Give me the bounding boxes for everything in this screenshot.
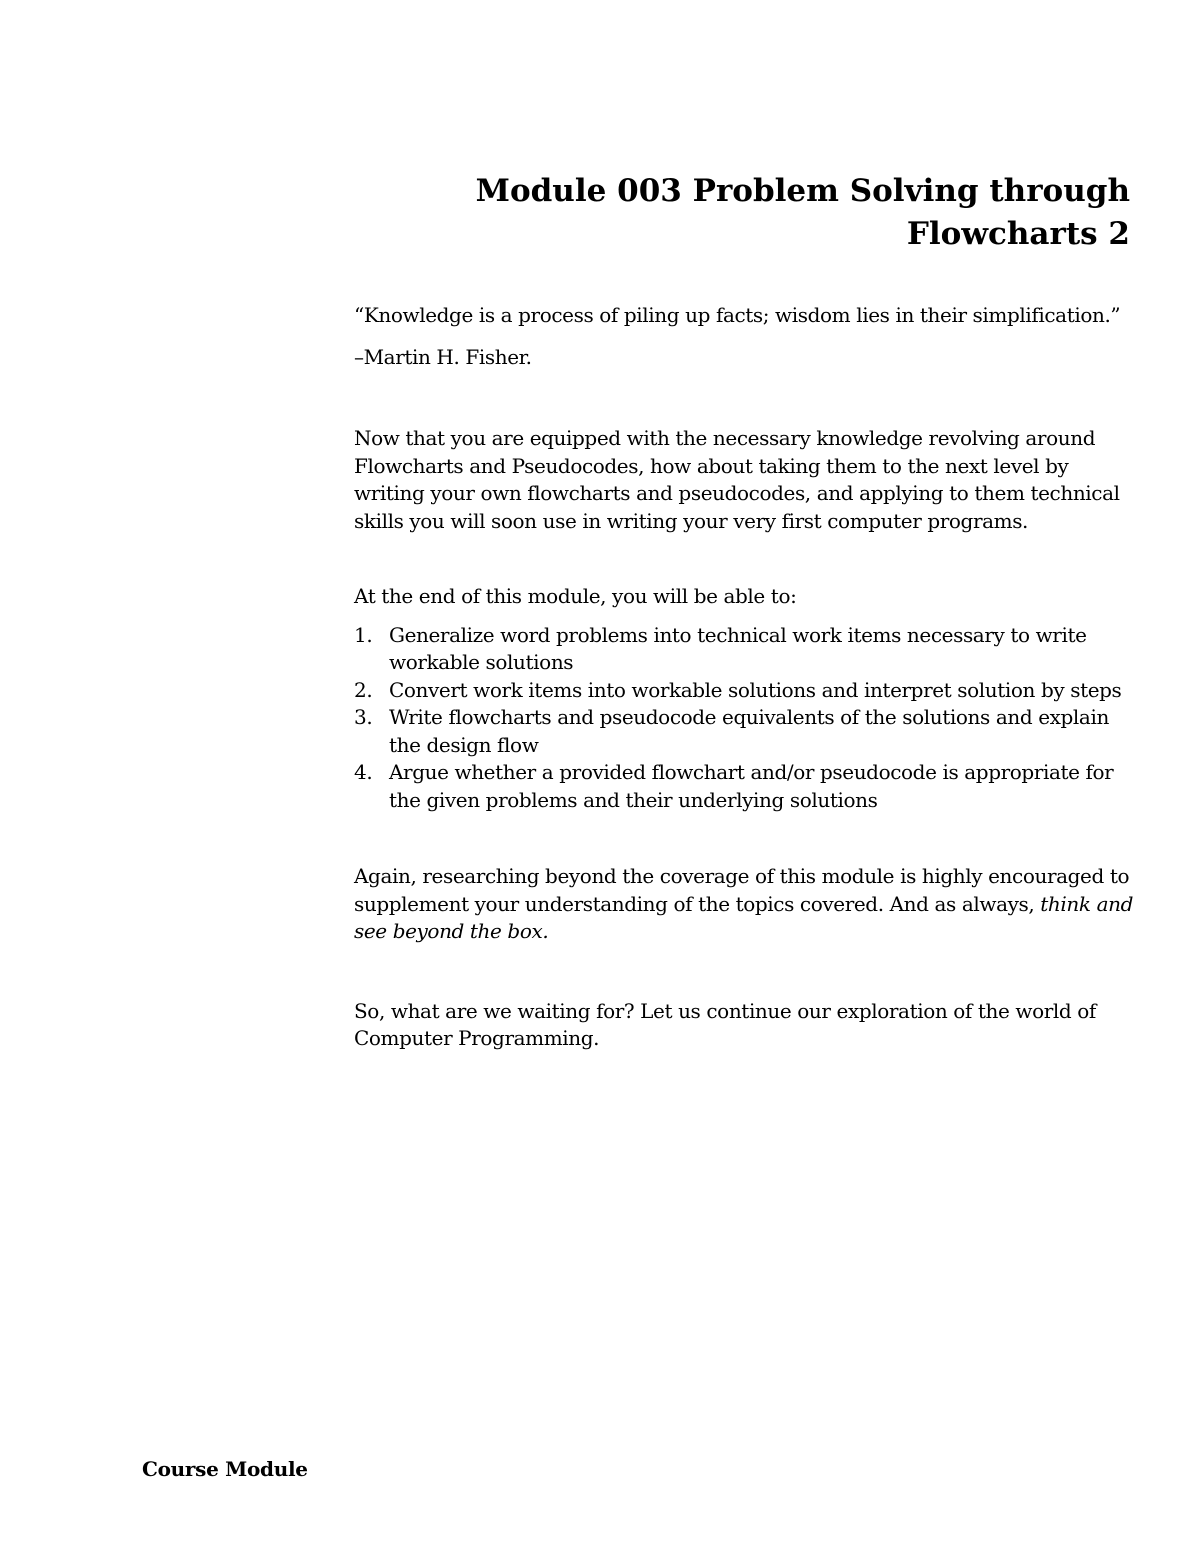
objective-item (354, 622, 1134, 677)
module-content (354, 302, 1134, 1053)
closing-paragraph: So, what are we waiting for? Let us continue our exploration of the world of Computer Programming. (354, 998, 1096, 1050)
encourage-text: Again, researching beyond the coverage of this module is highly encouraged to supplement your understanding of the topics covered. And as always, (354, 864, 1130, 916)
epigraph-quote: “Knowledge is a process of piling up facts; wisdom lies in their simplification.” (354, 303, 1121, 327)
objectives-lead: At the end of this module, you will be able to: (354, 584, 797, 608)
page-title (430, 170, 1130, 256)
objective-text: Write flowcharts and pseudocode equivalents of the solutions and explain the design flow (389, 705, 1109, 757)
objective-text: Argue whether a provided flowchart and/or pseudocode is appropriate for the given problems and their underlying solutions (389, 760, 1114, 812)
encourage-italic: think and see beyond the box. (354, 891, 1133, 943)
objective-item (354, 677, 1134, 705)
objective-item (354, 759, 1134, 814)
footer-label: Course Module (142, 1457, 308, 1481)
objective-text: Generalize word problems into technical work items necessary to write workable solutions (389, 622, 1087, 674)
page-title-line-2: Flowcharts 2 (906, 216, 1130, 252)
objective-number: 2. (354, 677, 373, 702)
objective-number: 1. (354, 622, 373, 647)
objective-item (354, 704, 1134, 759)
encourage-paragraph (354, 863, 1134, 946)
page-title-line-1: Module 003 Problem Solving through (475, 173, 1130, 209)
objective-number: 4. (354, 760, 373, 784)
objective-number: 3. (354, 705, 373, 729)
objectives-list (354, 622, 1134, 815)
objective-text: Convert work items into workable solutions and interpret solution by steps (389, 677, 1122, 702)
intro-paragraph: Now that you are equipped with the necessary knowledge revolving around Flowcharts and Pseudocodes, how about taking them to the next level by writing your own flowcharts and pseudocodes, and applying to them technical skills you will soon use in writing your very first computer programs. (354, 426, 1120, 533)
epigraph-author: –Martin H. Fisher. (354, 344, 532, 369)
